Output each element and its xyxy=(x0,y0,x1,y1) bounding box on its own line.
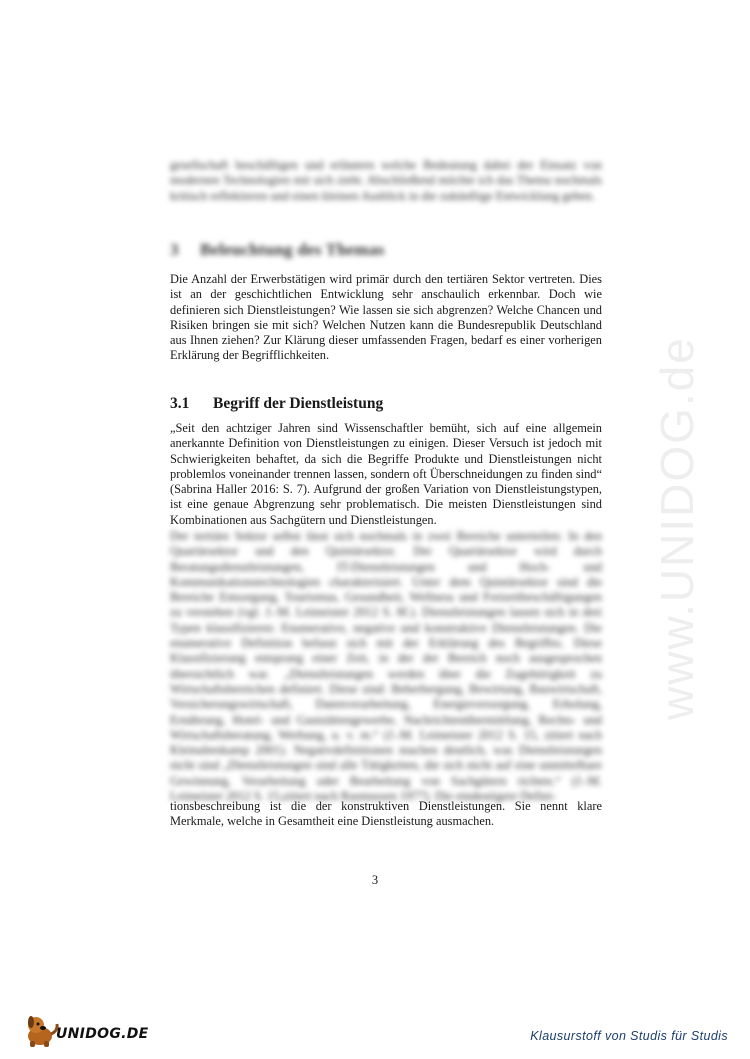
closing-paragraph xyxy=(170,799,602,830)
unidog-logo xyxy=(22,1010,162,1050)
section-paragraph xyxy=(170,272,602,364)
section-paragraph-text: Die Anzahl der Erwerbstätigen wird primär durch den tertiären Sektor vertreten. Dies ist an der geschichtlichen Entwicklung sehr anschaulich erkennbar. Doch wie definieren sich Dienstleistungen? Wie lassen sie sich abgrenzen? Welche Chancen und Risiken bringen sie mit sich? Welchen Nutzen kann die Bundesrepublik Deutschland aus Ihnen ziehen? Zur Klärung dieser umfassenden Fragen, bedarf es einer vorherigen Erklärung der Begrifflichkeiten. xyxy=(170,272,602,363)
footer-slogan: Klausurstoff von Studis für Studis xyxy=(530,1029,728,1043)
subsection-paragraph-text: „Seit den achtziger Jahren sind Wissenschaftler bemüht, sich auf eine allgemein anerkannte Definition von Dienstleistungen zu einigen. Dieser Versuch ist jedoch mit Schwierigkeiten behaftet, da sich die Begriffe Produkte und Dienstleistungen nicht problemlos voneinander trennen lassen, sondern oft Überschneidungen zu finden sind“ (Sabrina Haller 2016: S. 7). Aufgrund der großen Variation von Dienstleistungstypen, ist eine genaue Abgrenzung sehr problematisch. Die meisten Dienstleistungen sind Kombinationen aus Sachgütern und Dienstleistungen. xyxy=(170,421,602,527)
blurred-text: Der tertiäre Sektor selbst lässt sich nochmals in zwei Bereiche unterteilen: In den Quartärsektor und den Quintärsektor. Der Quartärsektor wird durch Beratungsdienstleistungen, IT-Dienstleistungen und Hoch- und Kommunikationstechnologien charakterisiert. Unter dem Quintärsektor sind die Bereiche Entsorgung, Tourismus, Gesundheit, Wellness und Freizeitbeschäftigungen zu verstehen (vgl. J.-M. Leimeister 2012 S. 8f.). Dienstleistungen lassen sich in drei Typen klassifizieren: Enumerative, negative und konstruktive Dienstleistungen. Die enumerative Definition befasst sich mit der Erklärung des Begriffes. Diese Klassifizierung entsprang einer Zeit, in der der Bereich noch ausgesprochen übersichtlich war. „Dienstleistungen werden über die Zugehörigkeit zu Wirtschaftsbereichen definiert. Diese sind: Beherbergung, Bewirtung, Bauwirtschaft, Versicherungswirtschaft, Datenverarbeitung, Energieversorgung, Erholung, Ernährung, Hotel- und Gaststättengewerbe, Nachrichtenübermittlung, Rechts- und Wirtschaftsberatung, Werbung, u. v. m.“ (J.-M. Leimeister 2012 S. 15, zitiert nach Kleinaltenkamp 2001). Negativdefinitionen machen deutlich, was Dienstleistungen nicht sind „Dienstleistungen sind alle Tätigkeiten, die sich nicht auf eine unmittelbare Gewinnung, Verarbeitung oder Bearbeitung von Sachgütern richten.“ (J.-M. Leimeister 2012 S. 15,zitiert nach Rasmussen 1977). Die eindeutigere Defini- xyxy=(170,529,602,804)
section-heading xyxy=(170,240,385,260)
section-title: Beleuchtung des Themas xyxy=(200,240,385,259)
intro-text: gesellschaft beschäftigen und erläutern welche Bedeutung dabei der Einsatz von modernen Technologien mit sich zieht. Abschließend möchte ich das Thema nochmals kritisch reflektieren und einen kleinen Ausblick in die zukünftige Entwicklung geben. xyxy=(170,158,602,203)
subsection-paragraph xyxy=(170,421,602,528)
closing-text: tionsbeschreibung ist die der konstruktiven Dienstleistungen. Sie nennt klare Merkmale, welche in Gesamtheit eine Dienstleistung ausmachen. xyxy=(170,799,602,829)
subsection-title: Begriff der Dienstleistung xyxy=(213,395,384,412)
subsection-number: 3.1 xyxy=(170,395,190,412)
section-number: 3 xyxy=(170,240,179,259)
page-number: 3 xyxy=(371,873,379,887)
subsection-heading xyxy=(170,395,383,413)
intro-paragraph-blurred xyxy=(170,158,602,204)
logo-text: UNIDOG.DE xyxy=(56,1026,149,1042)
watermark: www.UNIDOG.de xyxy=(651,336,703,720)
blurred-text-block xyxy=(170,529,602,804)
